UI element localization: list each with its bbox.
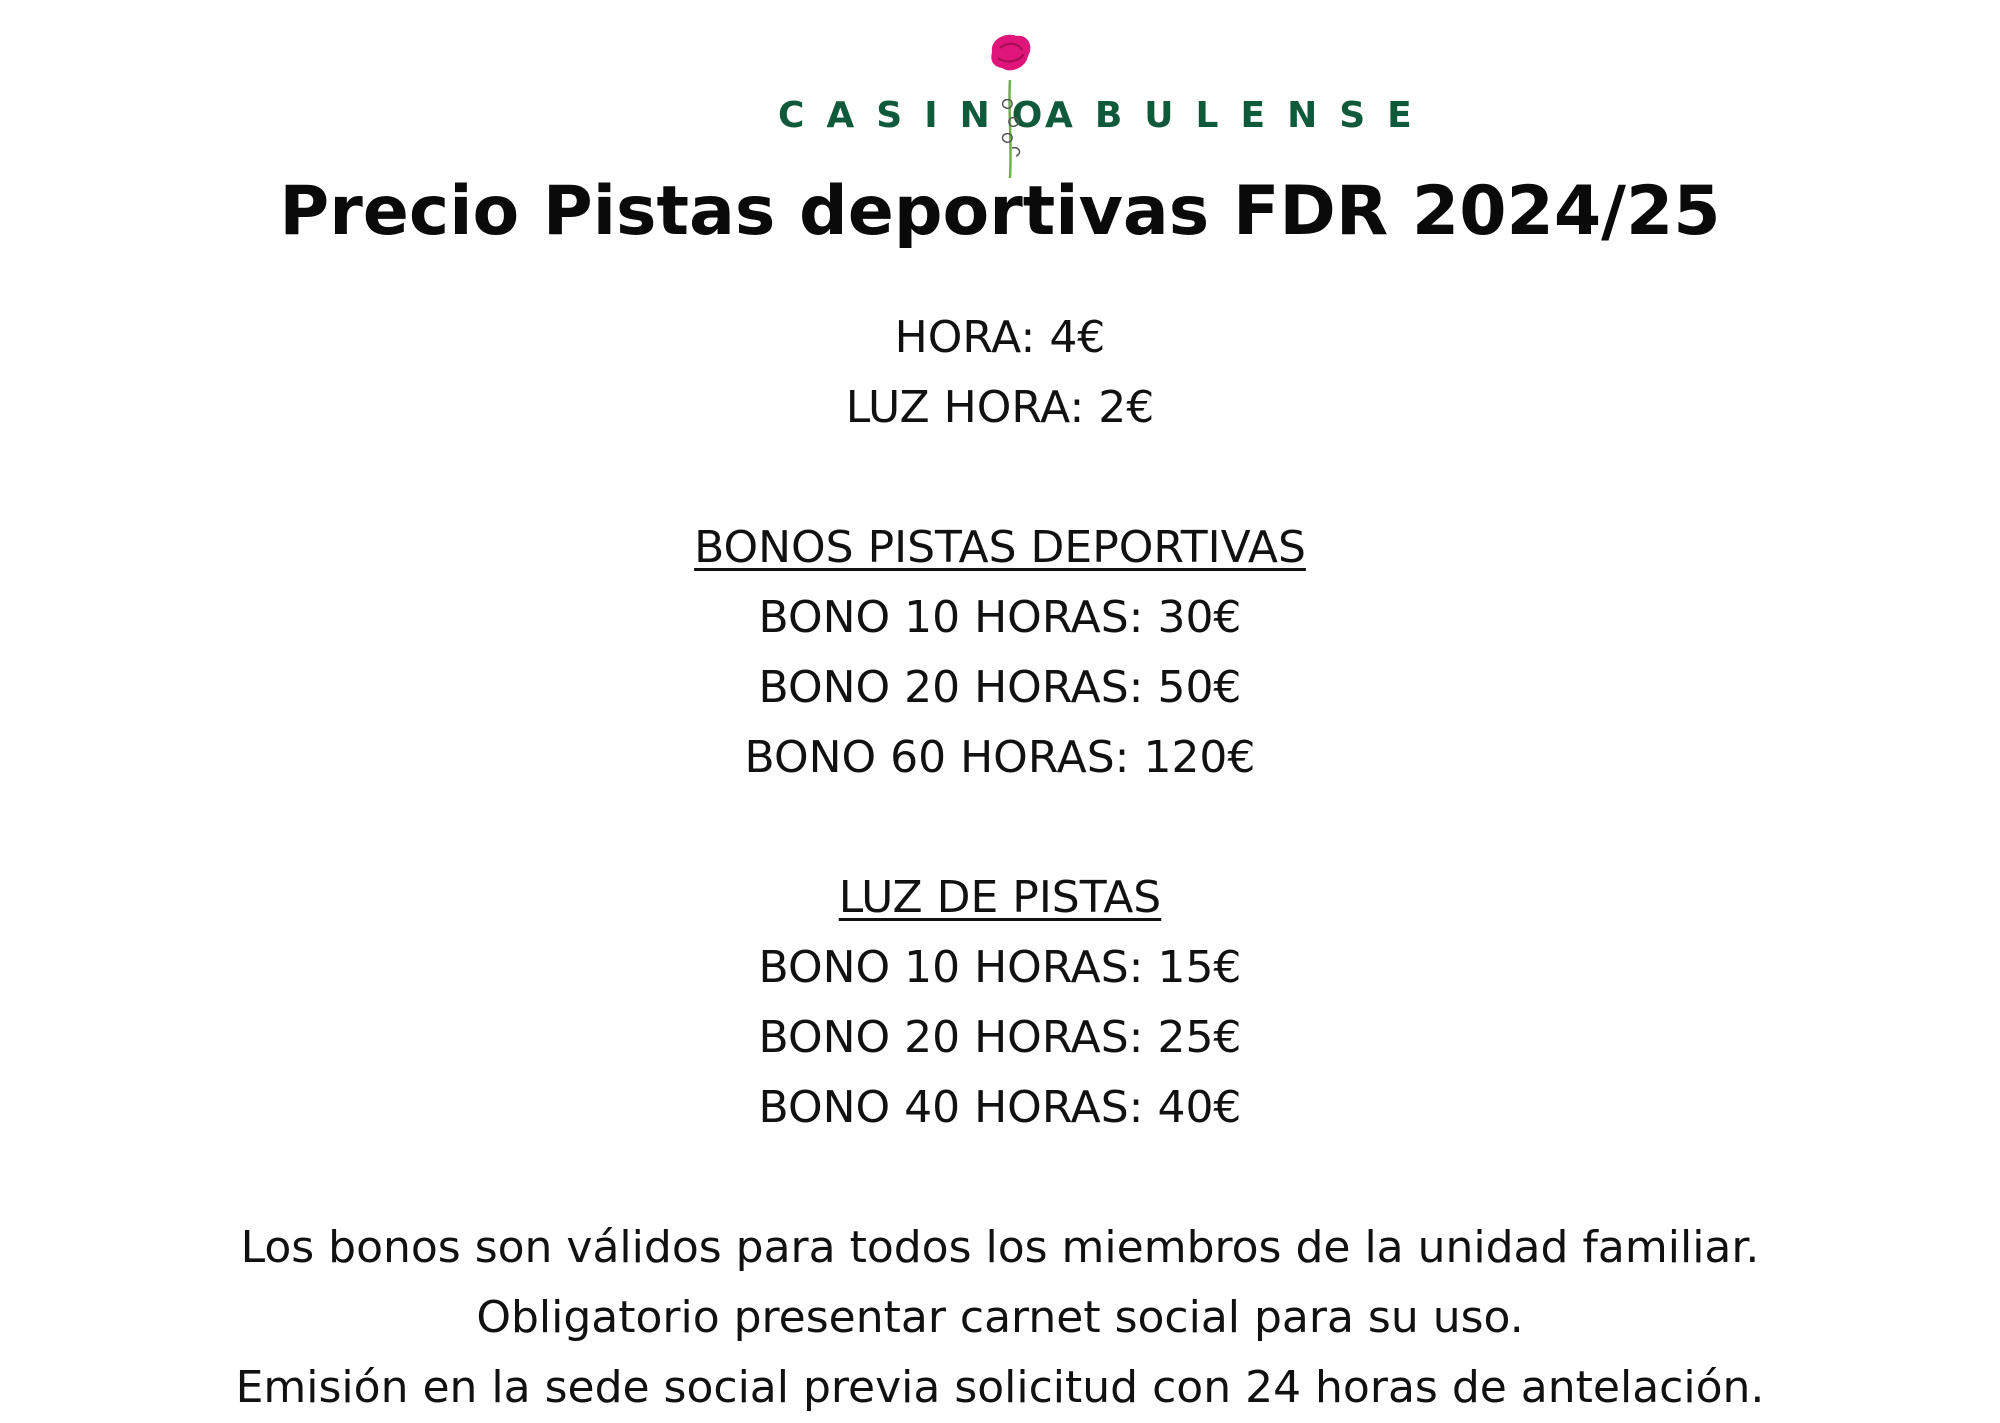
light-hour-price: LUZ HORA: 2€ (845, 382, 1155, 433)
hour-price: HORA: 4€ (894, 312, 1106, 363)
spacer (0, 443, 2000, 513)
spacer (0, 1143, 2000, 1213)
bono-pistas-item: BONO 10 HORAS: 30€ (758, 592, 1242, 643)
bono-pistas-item: BONO 20 HORAS: 50€ (758, 662, 1242, 713)
note-line: Obligatorio presentar carnet social para su uso. (476, 1292, 1524, 1343)
price-list (0, 303, 2000, 1423)
bono-luz-item: BONO 20 HORAS: 25€ (758, 1012, 1242, 1063)
logo-text-casino: CASINO (778, 95, 1065, 136)
bono-pistas-item: BONO 60 HORAS: 120€ (744, 732, 1256, 783)
page-title: Precio Pistas deportivas FDR 2024/25 (279, 172, 1721, 251)
bono-luz-item: BONO 40 HORAS: 40€ (758, 1082, 1242, 1133)
logo-text-abulense: ABULENSE (1045, 95, 1434, 136)
bonos-pistas-heading: BONOS PISTAS DEPORTIVAS (694, 522, 1306, 573)
note-line: Emisión en la sede social previa solicitud con 24 horas de antelación. (235, 1362, 1765, 1413)
casino-abulense-logo (760, 30, 1434, 180)
luz-pistas-heading: LUZ DE PISTAS (838, 872, 1162, 923)
bono-luz-item: BONO 10 HORAS: 15€ (758, 942, 1242, 993)
note-line: Los bonos son válidos para todos los miembros de la unidad familiar. (240, 1222, 1760, 1273)
rose-icon (980, 30, 1040, 180)
spacer (0, 793, 2000, 863)
